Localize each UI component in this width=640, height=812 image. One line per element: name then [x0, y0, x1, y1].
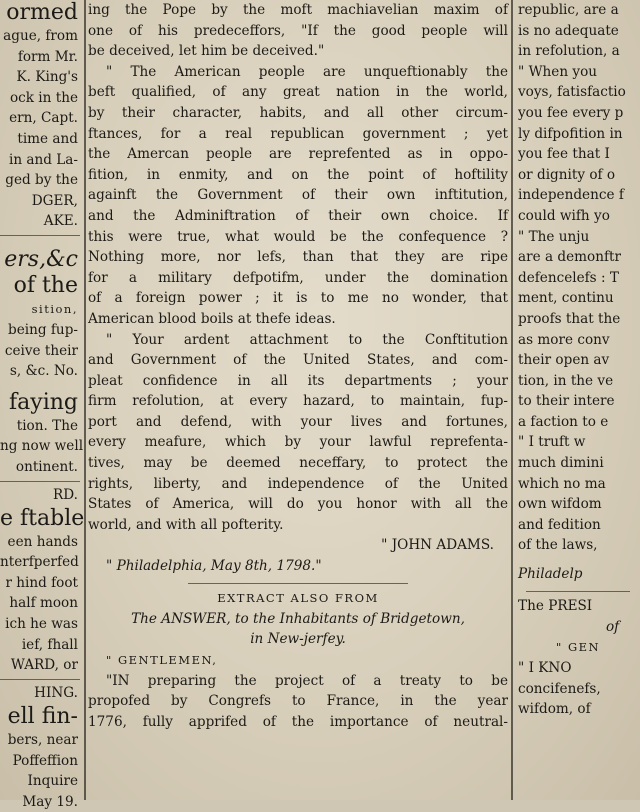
text-line: nterfperfed: [0, 554, 79, 571]
text-line: " The American people are unqueftionably the: [106, 63, 508, 80]
text-line: every meafure, which by your lawful reprefenta-: [88, 434, 508, 451]
text-line: ief, fhall: [21, 636, 78, 653]
ad-heading: faying: [9, 389, 78, 415]
text-line: form Mr.: [17, 48, 78, 65]
text-line: K. King's: [16, 69, 78, 86]
divider: [0, 679, 80, 681]
column-rule-right: [511, 0, 513, 800]
text-line: fition, in enmity, and on the point of hoftility: [88, 166, 508, 183]
text-line: ly difpofition in: [518, 125, 623, 142]
text-line: are a demonftr: [518, 249, 621, 266]
text-line: their open av: [518, 352, 610, 369]
text-line: ceive their: [4, 342, 78, 359]
text-line: AKE.: [43, 213, 78, 230]
text-line: you fee every p: [518, 104, 624, 121]
text-line: world, and with all pofterity.: [88, 516, 284, 533]
text-line: in and La-: [8, 151, 78, 168]
text-line: own wifdom: [518, 496, 602, 513]
text-line: WARD, or: [10, 657, 78, 674]
text-line: sition,: [31, 302, 78, 317]
text-line: " The unju: [518, 228, 590, 245]
text-line: time and: [17, 130, 78, 147]
divider: [0, 235, 80, 237]
text-line: ich he was: [5, 616, 78, 633]
text-line: ontinent.: [15, 459, 78, 475]
salutation: " GEN: [556, 640, 601, 655]
right-column: [516, 0, 640, 800]
section-divider: [526, 591, 630, 593]
text-line: DGER,: [31, 192, 78, 209]
text-line: een hands: [7, 533, 78, 550]
text-line: ment, continu: [518, 290, 614, 307]
text-line: proofs that the: [518, 310, 621, 327]
text-line: HING.: [34, 685, 78, 702]
text-line: ing the Pope by the moft machiavelian maxim of: [88, 2, 508, 18]
text-line: beft qualified, of any great nation in the world,: [88, 84, 508, 101]
text-line: " When you: [518, 63, 598, 80]
text-line: which no ma: [518, 475, 606, 492]
text-line: republic, are a: [518, 2, 619, 18]
text-line: to their intere: [518, 393, 615, 410]
text-line: as more conv: [518, 331, 610, 348]
text-line: bers, near: [7, 731, 78, 748]
text-line: port and defend, with your lives and fortunes,: [88, 413, 508, 430]
middle-column: [88, 0, 508, 800]
text-line: ged by the: [5, 172, 78, 189]
text-line: tion, in the ve: [518, 372, 614, 389]
text-line: of a foreign power ; it is to me no wonder, that: [88, 290, 508, 307]
text-line: in refolution, a: [518, 43, 620, 60]
text-line: ng now well: [0, 438, 84, 455]
text-line: concifenefs,: [518, 680, 601, 697]
text-line: 1776, fully apprifed of the importance of neutral-: [88, 713, 508, 730]
text-line: pleat confidence in all its departments ; your: [88, 372, 508, 389]
text-line: be deceived, let him be deceived.": [88, 43, 325, 60]
text-line: s, &c. No.: [9, 363, 78, 380]
text-line: and the Adminiftration of their own choice. If: [88, 207, 508, 224]
text-line: this were true, what would be the confequence ?: [88, 228, 508, 245]
left-heading: ormed: [6, 0, 78, 25]
salutation: " GENTLEMEN,: [106, 652, 218, 667]
text-line: and Government of the United States, and com-: [88, 352, 508, 369]
text-line: of the laws,: [518, 537, 598, 554]
text-line: States of America, will do you honor with all the: [88, 496, 508, 513]
text-line: by their character, habits, and all other circum-: [88, 104, 508, 121]
text-line: could wifh yo: [518, 207, 610, 224]
ad-heading: ell fin-: [7, 703, 78, 729]
text-line: the Amercan people are reprefented as in oppo-: [88, 146, 508, 163]
text-line: ftances, for a real republican government ; yet: [88, 125, 508, 142]
ad-heading: e ftable: [0, 505, 85, 531]
text-line: Poffeffion: [12, 752, 78, 769]
dateline: " Philadelphia, May 8th, 1798.": [106, 558, 322, 575]
text-line: propofed by Congrefs to France, in the year: [88, 693, 508, 710]
text-line: independence f: [518, 187, 624, 204]
heading: The PRESI: [518, 598, 593, 615]
text-line: rights, liberty, and independence of the United: [88, 475, 508, 492]
text-line: much dimini: [518, 455, 604, 472]
text-line: ague, from: [3, 28, 78, 44]
ad-heading: of the: [13, 273, 78, 299]
signature: " JOHN ADAMS.: [381, 537, 494, 554]
text-line: ock in the: [9, 89, 78, 106]
text-line: being fup-: [8, 322, 78, 339]
answer-place: in New-jerfey.: [250, 631, 346, 648]
text-line: May 19.: [22, 793, 78, 810]
extract-heading: EXTRACT ALSO FROM: [217, 591, 379, 606]
column-rule-left: [84, 0, 86, 800]
answer-heading: The ANSWER, to the Inhabitants of Bridgetown,: [131, 610, 465, 627]
text-line: tion. The: [16, 417, 78, 434]
text-line: r hind foot: [5, 574, 78, 591]
text-line: againft the Government of their own inftitution,: [88, 187, 508, 204]
text-line: "IN preparing the project of a treaty to be: [106, 672, 508, 689]
text-line: American blood boils at thefe ideas.: [88, 310, 336, 327]
text-line: " I KNO: [518, 659, 572, 676]
section-divider: [188, 583, 408, 585]
text-line: Inquire: [27, 773, 78, 790]
text-line: half moon: [9, 595, 78, 612]
text-line: you fee that I: [518, 146, 610, 163]
text-line: ern, Capt.: [9, 110, 78, 127]
text-line: defencelefs : T: [518, 269, 619, 286]
text-line: or dignity of o: [518, 166, 616, 183]
text-line: a faction to e: [518, 413, 609, 430]
text-line: " Your ardent attachment to the Conftitution: [106, 331, 508, 348]
text-line: voys, fatisfactio: [518, 84, 626, 101]
text-line: " I truft w: [518, 434, 586, 451]
text-line: for a military defpotifm, under the domination: [88, 269, 508, 286]
text-line: tives, may be deemed neceffary, to protect the: [88, 455, 508, 472]
text-line: wifdom, of: [518, 701, 591, 718]
left-column: [0, 0, 85, 810]
heading: of: [606, 618, 620, 635]
ad-heading: ers,&c: [4, 247, 78, 273]
text-line: Nothing more, nor lefs, than that they are ripe: [88, 249, 508, 266]
text-line: firm refolution, at every hazard, to maintain, fup-: [88, 393, 508, 410]
text-line: one of his predeceffors, "If the good people will: [88, 22, 508, 39]
text-line: RD.: [53, 487, 78, 504]
text-line: and fedition: [518, 516, 601, 533]
text-line: is no adequate: [518, 22, 619, 39]
divider: [0, 481, 80, 483]
dateline: Philadelp: [518, 566, 583, 583]
